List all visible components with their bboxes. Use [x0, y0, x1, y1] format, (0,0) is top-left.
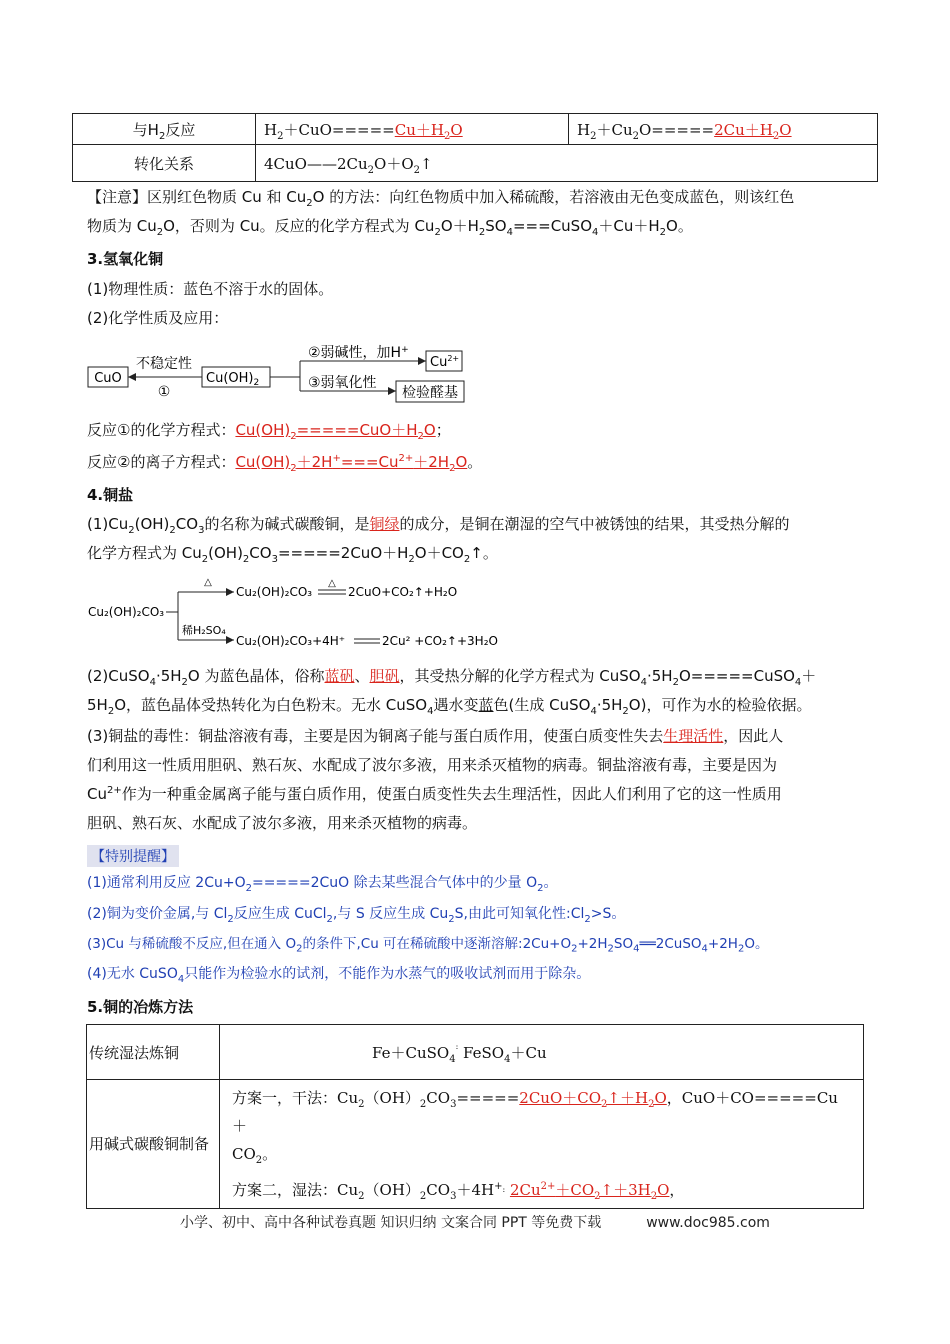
weak-ox-label: ③弱氧化性 — [308, 375, 377, 391]
table-row — [87, 1025, 864, 1080]
smelting-table — [86, 1024, 864, 1209]
diagram-top: Cu₂(OH)₂CO₃ — [236, 585, 313, 599]
diagram-bottom-products: 2Cu² +CO₂↑+3H₂O — [382, 634, 498, 648]
table-cell: 传统湿法炼铜 — [87, 1025, 220, 1080]
footer-text: 小学、初中、高中各种试卷真题 知识归纳 文案合同 PPT 等免费下载 — [180, 1215, 602, 1231]
footer — [0, 1212, 950, 1232]
table-row — [73, 114, 878, 145]
reaction-2: 反应②的离子方程式：$Cu(OH)_2+2H^+===Cu^{2+}+2H_2O$。 — [87, 453, 483, 474]
cuo-box: CuO — [94, 371, 122, 386]
heat-symbol: △ — [328, 578, 336, 589]
section-title: 4.铜盐 — [87, 486, 134, 504]
paragraph: (3)铜盐的毒性：铜盐溶液有毒，主要是因为铜离子能与蛋白质作用，使蛋白质变性失去生理活性，因此人 们利用这一性质用胆矾、熟石灰、水配成了波尔多液，用来杀灭植物的病毒。铜盐溶液有毒，主要是因为 $Cu^{2+}$作为一种重金属离子能与蛋白质作用，使蛋白质变性失去生理活性，因此人们利用了它的这一性质用 胆矾、熟石灰、水配成了波尔多液，用来杀灭植物的病毒。 — [87, 727, 784, 832]
cu2-box: $Cu^{2+}$ — [430, 354, 460, 370]
table-cell: $4CuO——2Cu_2O+O_2↑$ — [256, 145, 878, 182]
table-row — [87, 1080, 864, 1209]
tip-2: (2)铜为变价金属,与 $Cl_2$反应生成 CuCl$_2$,与 S 反应生成 $Cu_2S$,由此可知氧化性$:Cl_2>S$。 — [87, 906, 626, 925]
table-cell: $H_2+Cu_2O=====2Cu+H_2O$ — [569, 114, 878, 145]
tip-3: (3)Cu 与稀硫酸不反应,但在通入 $O_2$的条件下,Cu 可在稀硫酸中逐渐溶解$:2Cu+O_2+2H_2SO_4══2CuSO_4+2H_2O$。 — [87, 936, 769, 955]
weak-base-label: ②弱碱性，加H+ — [308, 345, 409, 361]
note-paragraph: 【注意】区别红色物质 Cu 和 $Cu_2O$ 的方法：向红色物质中加入稀硫酸，若溶液由无色变成蓝色，则该红色 物质为 $Cu_2O$，否则为 Cu。反应的化学方程式为 $Cu_2O+H_2SO_4===CuSO_4+Cu+H_2O$。 — [87, 188, 795, 238]
paragraph: (2)化学性质及应用： — [87, 309, 229, 327]
one-label: ① — [157, 384, 171, 400]
basic-carbonate-diagram — [86, 572, 506, 656]
table-cell: 方案一，干法：$Cu_2(OH)_2CO_3=====2CuO+CO_2↑+H_2O$，CuO＋CO=====Cu＋ $CO_2$。 方案二，湿法：$Cu_2(OH)_2CO_3+4H^{+:}$ $2Cu^{2+}+CO_2↑+3H_2O$， — [220, 1080, 864, 1209]
table-cell: $H_2+CuO=====Cu+H_2O$ — [256, 114, 569, 145]
cuoh2-box: $Cu(OH)_2$ — [206, 371, 260, 388]
section-title: 3.氢氧化铜 — [87, 250, 164, 268]
paragraph: $(2)CuSO_4\cdot 5H_2O$ 为蓝色晶体，俗称蓝矾、胆矾，其受热分解的化学方程式为 $CuSO_4\cdot 5H_2O=====CuSO_4+$ $5H_2O$，蓝色晶体受热转化为白色粉末。无水 CuSO$_4$遇水变蓝色(生成 $CuSO_4\cdot 5H_2O$)，可作为水的检验依据。 — [87, 667, 817, 717]
section-title: 5.铜的冶炼方法 — [87, 998, 194, 1016]
tip-label: 【特别提醒】 — [87, 845, 179, 867]
acid-label: 稀H₂SO₄ — [182, 624, 226, 637]
paragraph: $(1)Cu_2(OH)_2CO_3$的名称为碱式碳酸铜，是铜绿的成分，是铜在潮湿的空气中被锈蚀的结果，其受热分解的 化学方程式为 $Cu_2(OH)_2CO_3=====2CuO+H_2O+CO_2↑$。 — [87, 515, 790, 565]
table-cell: 用碱式碳酸铜制备 — [87, 1080, 220, 1209]
footer-link[interactable]: www.doc985.com — [646, 1215, 770, 1231]
diagram-bottom: Cu₂(OH)₂CO₃+4H⁺ — [236, 634, 346, 648]
paragraph: (1)物理性质：蓝色不溶于水的固体。 — [87, 280, 334, 298]
reaction-1: 反应①的化学方程式：$Cu(OH)_2=====CuO+H_2O$； — [87, 421, 451, 442]
table-cell: Fe＋CuSO$_4$: FeSO$_4$＋Cu — [220, 1025, 864, 1080]
reaction-table — [72, 113, 878, 182]
tip-4: (4)无水 CuSO$_4$只能作为检验水的试剂，不能作为水蒸气的吸收试剂而用于除杂。 — [87, 966, 591, 985]
copper-hydroxide-diagram — [86, 340, 476, 406]
unstable-label: 不稳定性 — [136, 356, 192, 372]
table-cell: 转化关系 — [73, 145, 256, 182]
diagram-top-products: 2CuO+CO₂↑+H₂O — [348, 585, 458, 599]
heat-symbol: △ — [204, 577, 212, 588]
aldehyde-box: 检验醛基 — [402, 385, 458, 401]
tip-1: (1)通常利用反应 $2Cu+O_2=====2CuO$ 除去某些混合气体中的少量 $O_2$。 — [87, 875, 558, 894]
diagram-left: Cu₂(OH)₂CO₃ — [88, 605, 165, 619]
table-row — [73, 145, 878, 182]
table-cell: 与$H_2$反应 — [73, 114, 256, 145]
